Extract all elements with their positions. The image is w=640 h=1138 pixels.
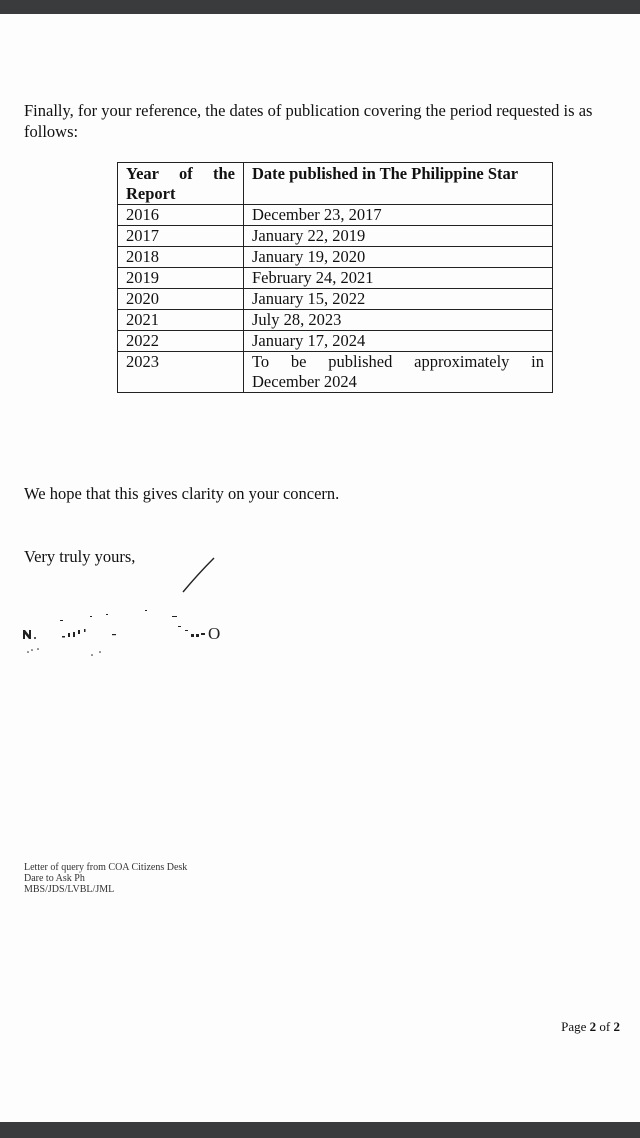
- cell-year: 2023: [118, 352, 244, 393]
- page-label: Page: [561, 1019, 587, 1034]
- table-row: [118, 331, 553, 352]
- cell-year: 2018: [118, 247, 244, 268]
- signature-mark: [180, 556, 220, 596]
- page-total: 2: [613, 1019, 620, 1034]
- document-page: [0, 14, 640, 1122]
- table-row: [118, 226, 553, 247]
- cell-date: January 17, 2024: [244, 331, 553, 352]
- footer-line: Dare to Ask Ph: [24, 873, 85, 884]
- cell-year: 2020: [118, 289, 244, 310]
- closing-paragraph: We hope that this gives clarity on your concern.: [24, 484, 340, 503]
- cell-year: 2016: [118, 205, 244, 226]
- header-year: Year of the Report: [118, 163, 244, 205]
- cell-date: July 28, 2023: [244, 310, 553, 331]
- intro-paragraph: Finally, for your reference, the dates of publication covering the period requested is as follows:: [24, 101, 593, 141]
- table-row: [118, 310, 553, 331]
- cell-year: 2017: [118, 226, 244, 247]
- cell-date: To be published approximately in December 2024: [244, 352, 553, 393]
- table-row: [118, 247, 553, 268]
- table-header-row: [118, 163, 553, 205]
- table-row: [118, 289, 553, 310]
- table-row: [118, 268, 553, 289]
- page-of-label: of: [599, 1019, 611, 1034]
- cell-date: February 24, 2021: [244, 268, 553, 289]
- cell-date: January 15, 2022: [244, 289, 553, 310]
- cell-year: 2021: [118, 310, 244, 331]
- footer-line: Letter of query from COA Citizens Desk: [24, 862, 188, 873]
- cell-year: 2019: [118, 268, 244, 289]
- footer-line: MBS/JDS/LVBL/JML: [24, 884, 115, 895]
- table-row: [118, 205, 553, 226]
- header-date-published: Date published in The Philippine Star: [244, 163, 553, 205]
- document-footer-references: [24, 862, 187, 895]
- redacted-signatory-name: [20, 608, 240, 668]
- valediction: Very truly yours,: [24, 547, 136, 566]
- cell-date: January 22, 2019: [244, 226, 553, 247]
- page-number: [561, 1019, 620, 1035]
- cell-date: January 19, 2020: [244, 247, 553, 268]
- publication-dates-table: [117, 162, 553, 393]
- svg-text:O: O: [208, 624, 221, 643]
- cell-date: December 23, 2017: [244, 205, 553, 226]
- page-current: 2: [589, 1019, 597, 1034]
- table-row: [118, 352, 553, 393]
- cell-year: 2022: [118, 331, 244, 352]
